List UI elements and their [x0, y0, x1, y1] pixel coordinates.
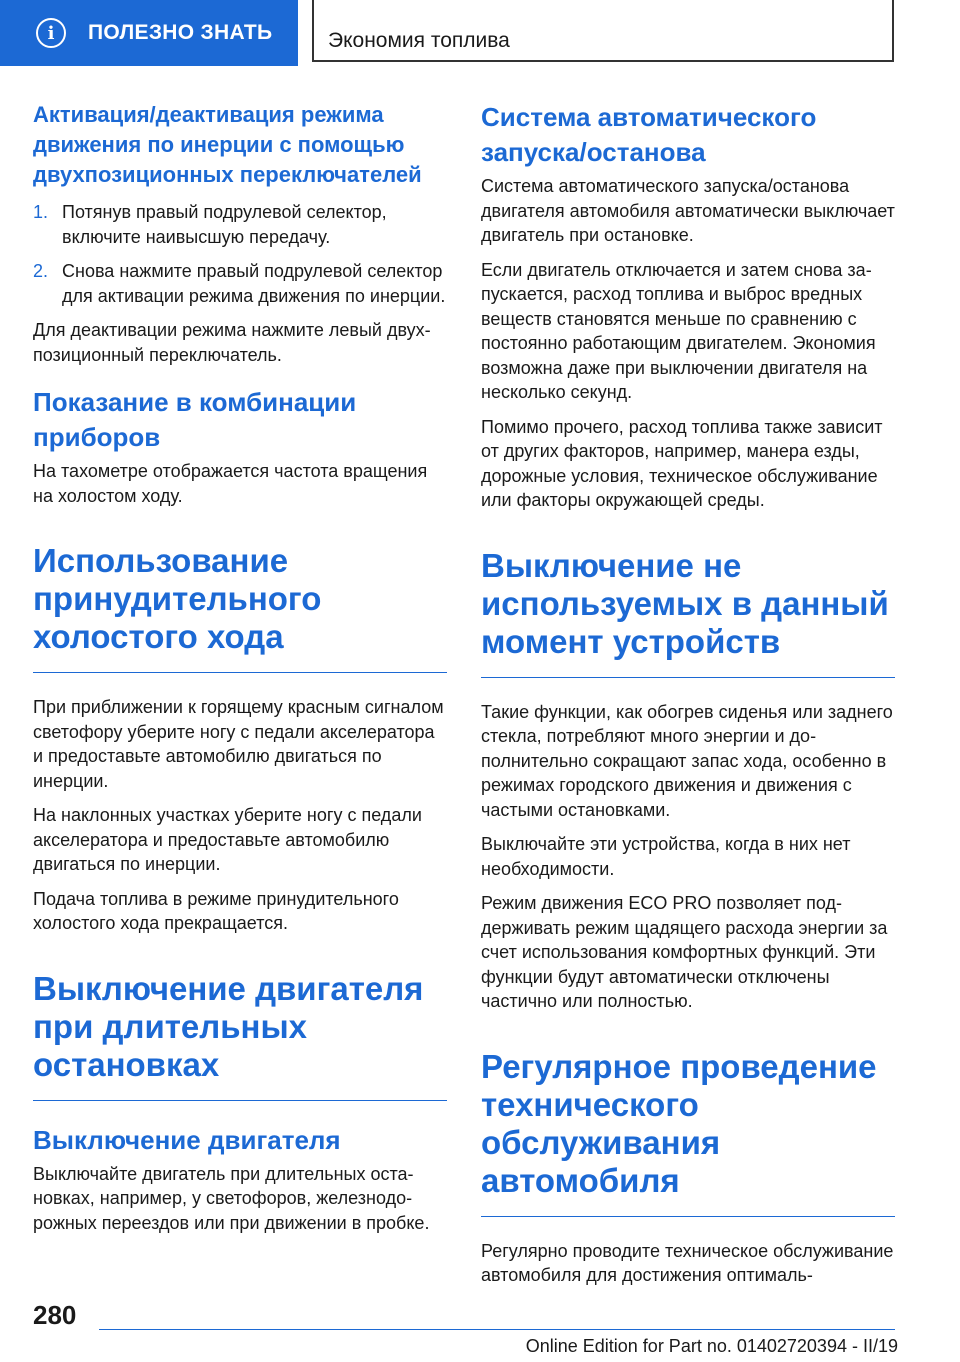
list-item: [33, 200, 447, 249]
paragraph: Система автоматического запуска/останова двигателя автомобиля автоматически выключает двигатель при остановке.: [481, 176, 895, 245]
paragraph: На наклонных участках уберите ногу с педали акселератора и предоставьте автомобилю двигаться по инерции.: [33, 805, 422, 874]
paragraph: Помимо прочего, расход топлива также зависит от других факторов, например, манера езды, дорожные условия, техническое обслуживание или факторы окружающей среды.: [481, 416, 883, 510]
heading-rule: [481, 1216, 895, 1217]
section-tag: [0, 0, 298, 66]
chapter-heading: Регулярное проведение технического обслуживания автомобиля: [481, 1047, 877, 1199]
chapter-heading: Выключение двигателя при длительных остановках: [33, 969, 424, 1083]
breadcrumb-box: [312, 0, 894, 62]
page-number: 280: [33, 1300, 77, 1330]
paragraph: Режим движения ECO PRO позволяет поддерживать режим щадящего расхода энергии за счет использования комфортных функций. Эти функции будут автоматически отключены частично или полностью.: [481, 893, 888, 1011]
chapter-heading: Выключение не используемых в данный момент устройств: [481, 546, 889, 660]
footer-rule: [99, 1329, 895, 1330]
paragraph: Если двигатель отключается и затем снова запускается, расход топлива и выброс вредных веществ становятся меньше по сравнению с постоянно работающим двигателем. Экономия возможна даже при выключении двигателя на несколько секунд.: [481, 259, 876, 402]
step-text: Снова нажмите правый подрулевой селектор для активации режима движения по инерции.: [62, 261, 446, 306]
right-column: [481, 100, 895, 1298]
edition-note: Online Edition for Part no. 01402720394 - II/19: [525, 1336, 898, 1356]
paragraph: Такие функции, как обогрев сиденья или заднего стекла, потребляют много энергии и дополнительно сокращают запас хода, особенно в режимах городского движения и движения с частыми остановками.: [481, 701, 893, 820]
section-heading: Активация/деактивация режима движения по инерции с помощью двухпозиционных переключателей: [33, 102, 422, 187]
heading-rule: [33, 1100, 447, 1101]
step-number: 2.: [33, 261, 49, 281]
paragraph: Для деактивации режима нажмите левый двухпозиционный переключатель.: [33, 320, 431, 365]
left-column: [33, 100, 447, 1245]
section-heading: Выключение двигателя: [33, 1124, 341, 1155]
chapter-heading: Использование принудительного холостого хода: [33, 542, 322, 655]
steps-list: [33, 200, 447, 308]
paragraph: Подача топлива в режиме принудительного холостого хода прекращается.: [33, 888, 399, 933]
step-text: Потянув правый подрулевой селектор, включите наивысшую передачу.: [62, 202, 387, 247]
paragraph: При приближении к горящему красным сигналом светофору уберите ногу с педали акселератора и предоставьте автомобилю двигаться по инерции.: [33, 697, 444, 791]
list-item: [33, 259, 447, 308]
heading-rule: [481, 677, 895, 678]
info-icon: i: [36, 18, 66, 48]
heading-rule: [33, 672, 447, 673]
section-heading: Система автоматического запуска/останова: [481, 102, 817, 167]
paragraph: Регулярно проводите техническое обслуживание автомобиля для достижения оптималь-: [481, 1240, 894, 1285]
step-number: 1.: [33, 202, 49, 222]
section-tag-label: ПОЛЕЗНО ЗНАТЬ: [88, 21, 273, 44]
section-heading: Показание в комбинации приборов: [33, 387, 357, 452]
breadcrumb: Экономия топлива: [328, 29, 510, 52]
paragraph: На тахометре отображается частота вращения на холостом ходу.: [33, 461, 428, 506]
page-header: [0, 0, 960, 66]
paragraph: Выключайте двигатель при длительных остановках, например, у светофоров, железнодорожных переездов или при движении в пробке.: [33, 1163, 430, 1233]
paragraph: Выключайте эти устройства, когда в них нет необходимости.: [481, 834, 851, 879]
